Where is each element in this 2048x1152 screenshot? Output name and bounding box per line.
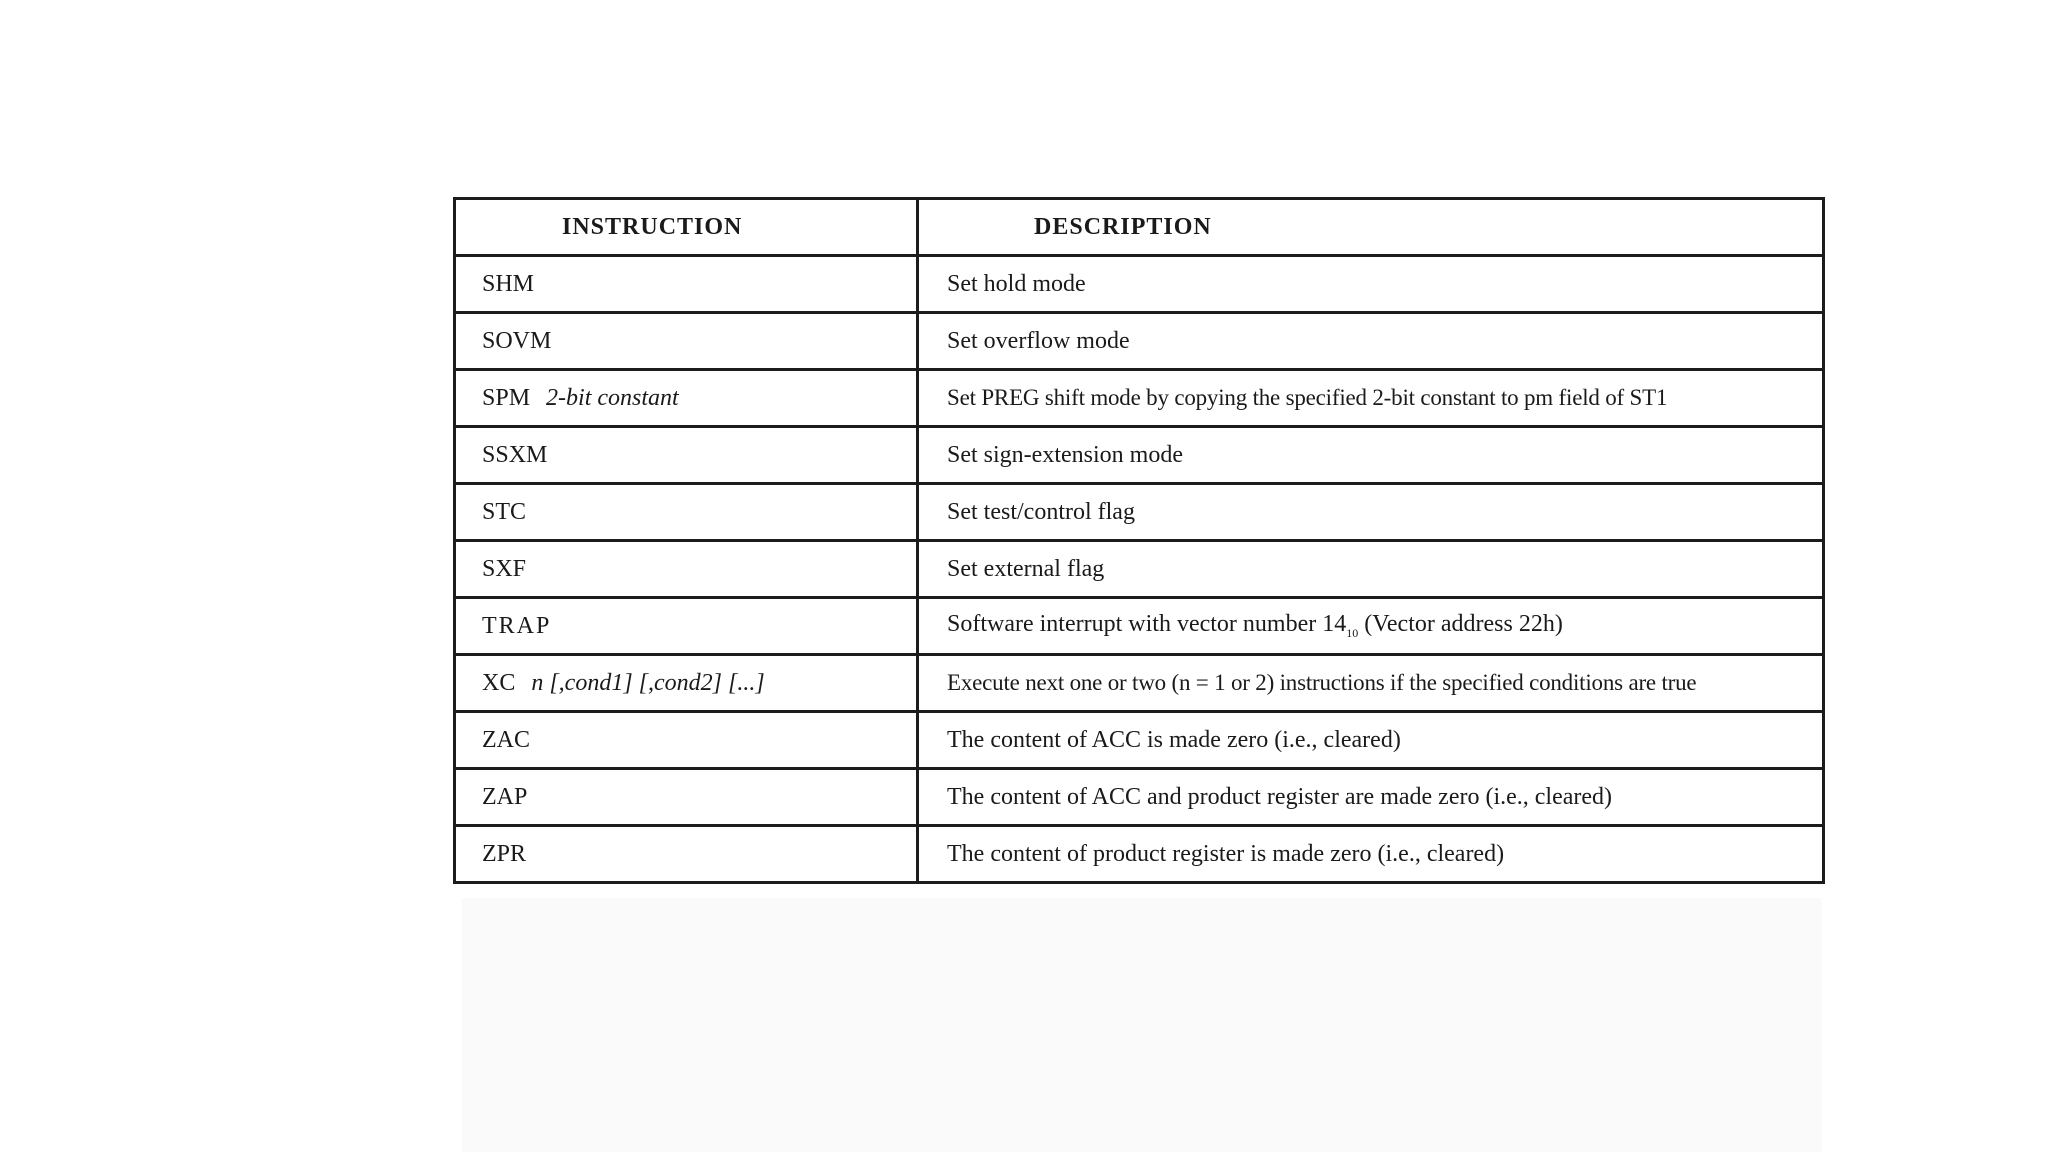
mnemonic: SHM xyxy=(482,270,535,297)
mnemonic: ZAC xyxy=(482,726,530,753)
table-row xyxy=(455,484,1824,541)
operand: 2-bit constant xyxy=(546,384,679,411)
description-text: Software interrupt with vector number 14 xyxy=(947,611,1347,637)
instruction-cell xyxy=(455,256,918,313)
mnemonic: STC xyxy=(482,498,527,525)
table-row xyxy=(455,712,1824,769)
table-row xyxy=(455,598,1824,655)
header-description: DESCRIPTION xyxy=(918,199,1824,256)
header-instruction: INSTRUCTION xyxy=(455,199,918,256)
instruction-cell xyxy=(455,598,918,655)
mnemonic: ZAP xyxy=(482,783,528,810)
table-row xyxy=(455,256,1824,313)
table-header-row xyxy=(455,199,1824,256)
table-row xyxy=(455,826,1824,883)
instruction-cell xyxy=(455,370,918,427)
background-tint xyxy=(462,898,1822,1152)
instruction-cell xyxy=(455,313,918,370)
instruction-cell xyxy=(455,769,918,826)
description-suffix: (Vector address 22h) xyxy=(1358,611,1563,637)
mnemonic: SXF xyxy=(482,555,527,582)
mnemonic: TRAP xyxy=(482,612,552,639)
mnemonic: ZPR xyxy=(482,840,527,867)
description-cell: Set sign-extension mode xyxy=(918,427,1824,484)
mnemonic: SSXM xyxy=(482,441,548,468)
description-cell: Execute next one or two (n = 1 or 2) instructions if the specified conditions are true xyxy=(918,655,1824,712)
description-cell: Set external flag xyxy=(918,541,1824,598)
description-cell: Set hold mode xyxy=(918,256,1824,313)
table-row xyxy=(455,370,1824,427)
table-row xyxy=(455,313,1824,370)
table-row xyxy=(455,541,1824,598)
instruction-cell xyxy=(455,541,918,598)
description-cell: Set test/control flag xyxy=(918,484,1824,541)
instruction-table xyxy=(453,197,1825,884)
mnemonic: SPM xyxy=(482,384,531,411)
instruction-cell xyxy=(455,712,918,769)
description-cell: Set PREG shift mode by copying the specified 2-bit constant to pm field of ST1 xyxy=(918,370,1824,427)
instruction-cell xyxy=(455,826,918,883)
table-row xyxy=(455,427,1824,484)
mnemonic: SOVM xyxy=(482,327,552,354)
mnemonic: XC xyxy=(482,669,516,696)
instruction-cell xyxy=(455,427,918,484)
description-cell: Set overflow mode xyxy=(918,313,1824,370)
instruction-cell xyxy=(455,484,918,541)
description-subscript: 10 xyxy=(1346,626,1359,640)
table-row xyxy=(455,769,1824,826)
table-row xyxy=(455,655,1824,712)
description-cell: The content of ACC and product register are made zero (i.e., cleared) xyxy=(918,769,1824,826)
description-cell xyxy=(918,598,1824,655)
instruction-cell xyxy=(455,655,918,712)
description-cell: The content of product register is made zero (i.e., cleared) xyxy=(918,826,1824,883)
description-cell: The content of ACC is made zero (i.e., cleared) xyxy=(918,712,1824,769)
operand: n [,cond1] [,cond2] [...] xyxy=(531,669,765,696)
